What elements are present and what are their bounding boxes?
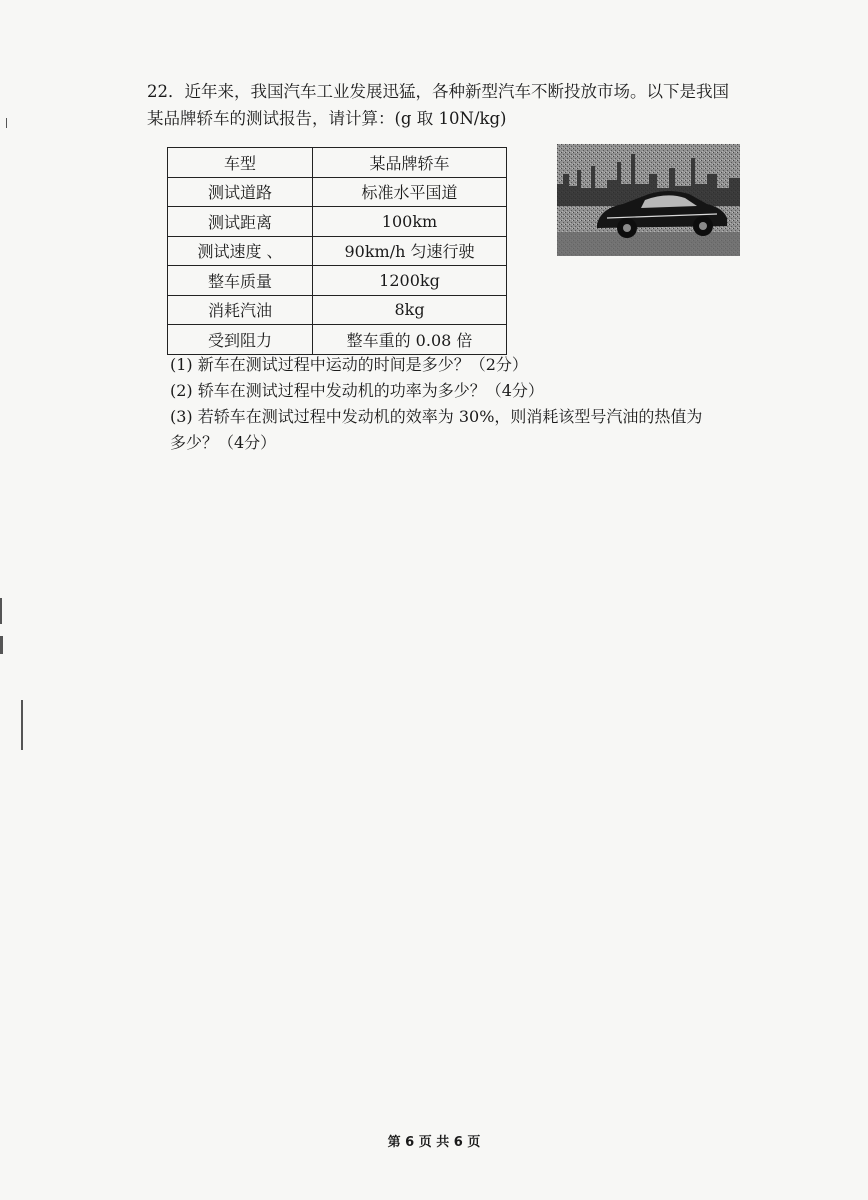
table-key-cell: 测试速度 、 (168, 236, 313, 266)
table-value-cell: 1200kg (313, 266, 507, 296)
table-key-cell: 消耗汽油 (168, 295, 313, 325)
subquestion-1: (1) 新车在测试过程中运动的时间是多少？（2分） (170, 355, 528, 374)
table-key-cell: 受到阻力 (168, 325, 313, 355)
table-row (168, 295, 507, 325)
subquestion-2: (2) 轿车在测试过程中发动机的功率为多少？（4分） (170, 381, 544, 400)
car-photo (557, 144, 740, 256)
table-row (168, 236, 507, 266)
table-key-cell: 测试距离 (168, 207, 313, 237)
scan-mark (6, 118, 7, 128)
table-row (168, 177, 507, 207)
question-stem (147, 78, 757, 132)
table-key-cell: 测试道路 (168, 177, 313, 207)
table-value-cell: 某品牌轿车 (313, 148, 507, 178)
scan-mark (21, 700, 23, 750)
scan-mark (0, 598, 2, 624)
table-key-cell: 车型 (168, 148, 313, 178)
table-row (168, 207, 507, 237)
table-value-cell: 90km/h 匀速行驶 (313, 236, 507, 266)
table-key-cell: 整车质量 (168, 266, 313, 296)
question-stem-line-2: 某品牌轿车的测试报告，请计算：(g 取 10N/kg) (147, 109, 507, 128)
table-value-cell: 100km (313, 207, 507, 237)
table-value-cell: 整车重的 0.08 倍 (313, 325, 507, 355)
table-value-cell: 标准水平国道 (313, 177, 507, 207)
table-row (168, 325, 507, 355)
subquestion-3-continued: 多少？（4分） (170, 433, 277, 452)
page-footer: 第 6 页 共 6 页 (387, 1135, 481, 1150)
question-stem-line-1: 22．近年来，我国汽车工业发展迅猛，各种新型汽车不断投放市场。以下是我国 (147, 82, 729, 101)
scan-mark (0, 636, 3, 654)
test-report-table (167, 147, 507, 355)
table-row (168, 266, 507, 296)
table-row (168, 148, 507, 178)
table-value-cell: 8kg (313, 295, 507, 325)
subquestion-3: (3) 若轿车在测试过程中发动机的效率为 30%，则消耗该型号汽油的热值为 (170, 407, 703, 426)
